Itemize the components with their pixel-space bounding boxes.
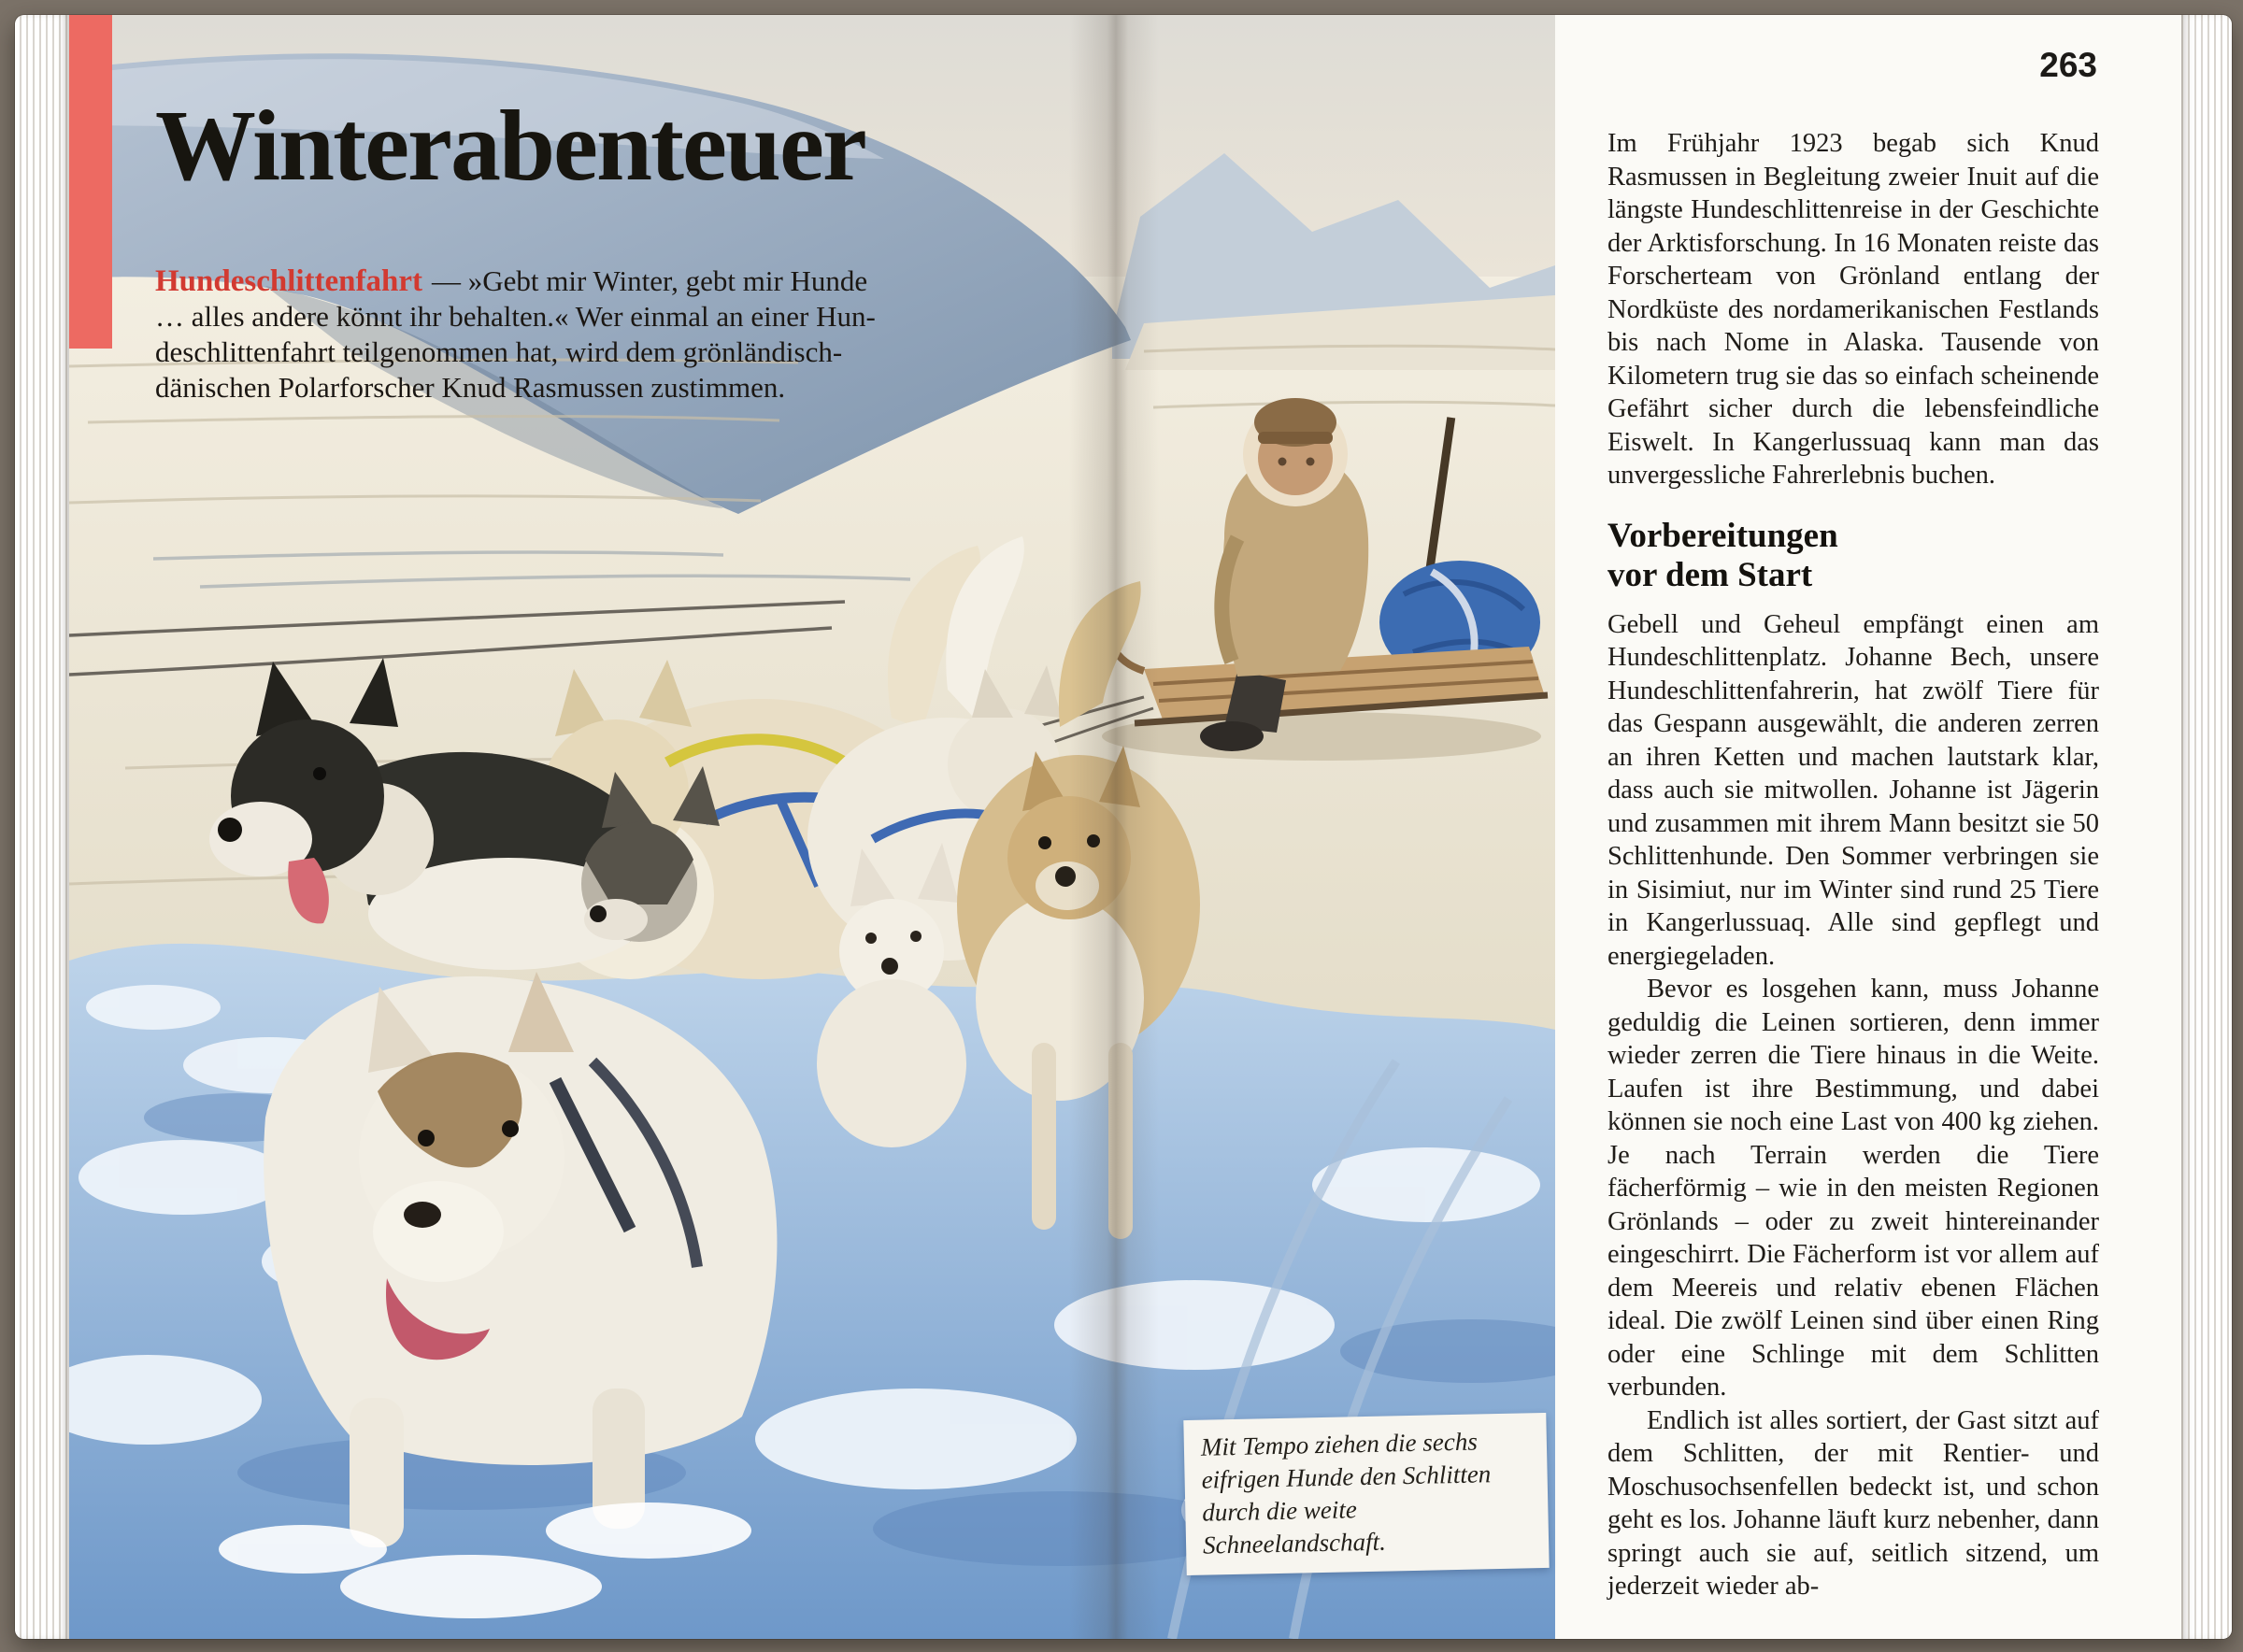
- book: [15, 15, 2232, 1639]
- intro-line: deschlittenfahrt teilgenommen hat, wird dem grönländisch-: [155, 335, 843, 368]
- intro-line: … alles andere könnt ihr behalten.« Wer einmal an einer Hun-: [155, 300, 876, 333]
- section-heading-line: vor dem Start: [1607, 555, 1813, 594]
- sled-dog-photo-art: [69, 15, 1555, 1639]
- intro-line-1-text: — »Gebt mir Winter, gebt mir Hunde: [432, 264, 868, 297]
- section-heading: [1607, 517, 2099, 595]
- caption-line: Mit Tempo ziehen die sechs: [1200, 1427, 1479, 1461]
- page-number: 263: [2039, 46, 2097, 84]
- body-paragraph: Endlich ist alles sortiert, der Gast sitzt auf dem Schlitten, der mit Rentier- und Moschusochsenfellen bedeckt ist, und schon geht es los. Johanne läuft kurz nebenher, dann springt auch sie auf, seitlich sitzend, um jederzeit wieder ab-: [1607, 1405, 2099, 1601]
- right-text-column: [1607, 47, 2099, 1603]
- body-paragraph: Bevor es losgehen kann, muss Johanne geduldig die Leinen sortieren, denn immer wieder zerren die Tiere hinaus in die Weite. Laufen ist ihre Bestimmung, und dabei können sie noch eine Last von 400 kg ziehen. Je nach Terrain werden die Tiere fächerförmig – wie in den meisten Regionen Grönlands – oder zu zweit hintereinander eingeschirrt. Die Fächerform ist vor allem auf dem Meereis und relativ ebenen Flächen ideal. Die zwölf Leinen sind über einen Ring oder eine Schlinge mit dem Schlitten verbunden.: [1607, 975, 2099, 1402]
- intro-line: [155, 263, 1071, 299]
- intro-line: dänischen Polarforscher Knud Rasmussen zustimmen.: [155, 371, 786, 404]
- intro-paragraph: [155, 263, 1071, 406]
- body-paragraph: Im Frühjahr 1923 begab sich Knud Rasmussen in Begleitung zweier Inuit auf die längste Hundeschlittenreise in der Geschichte der Arktisforschung. In 16 Monaten reiste das Forscherteam von Grönland entlang der Nordküste des nordamerikanischen Festlands bis nach Nome in Alaska. Tausende von Kilometern trug sie das so einfach scheinende Gefährt sicher durch die lebensfeindliche Eiswelt. In Kangerlussuaq kann man das unvergessliche Fahrerlebnis buchen.: [1607, 129, 2099, 490]
- intro-lead-in: Hundeschlittenfahrt: [155, 264, 423, 298]
- caption-line: eifrigen Hunde den Schlitten: [1201, 1460, 1492, 1494]
- photo-caption: [1183, 1413, 1549, 1575]
- section-heading-line: Vorbereitungen: [1607, 516, 1838, 555]
- caption-line: durch die weite Schneelandschaft.: [1202, 1495, 1387, 1559]
- right-page-edges: [2181, 15, 2232, 1639]
- left-page-edges: [15, 15, 69, 1639]
- body-paragraph: Gebell und Geheul empfängt einen am Hundeschlittenplatz. Johanne Bech, unsere Hundeschlittenfahrerin, hat zwölf Tiere für das Gespann ausgewählt, die anderen zerren an ihren Ketten und machen lautstark klar, dass auch sie mitwollen. Johanne ist Jägerin und zusammen mit ihrem Mann besitzt sie 50 Schlittenhunde. Den Sommer verbringen sie in Sisimiut, nur im Winter sind rund 25 Tiere in Kangerlussuaq. Alle sind gepflegt und energiegeladen.: [1607, 609, 2099, 971]
- red-accent-bar: [69, 15, 112, 349]
- page-title: Winterabenteuer: [155, 91, 865, 202]
- sled-dog-photo: [69, 15, 1555, 1639]
